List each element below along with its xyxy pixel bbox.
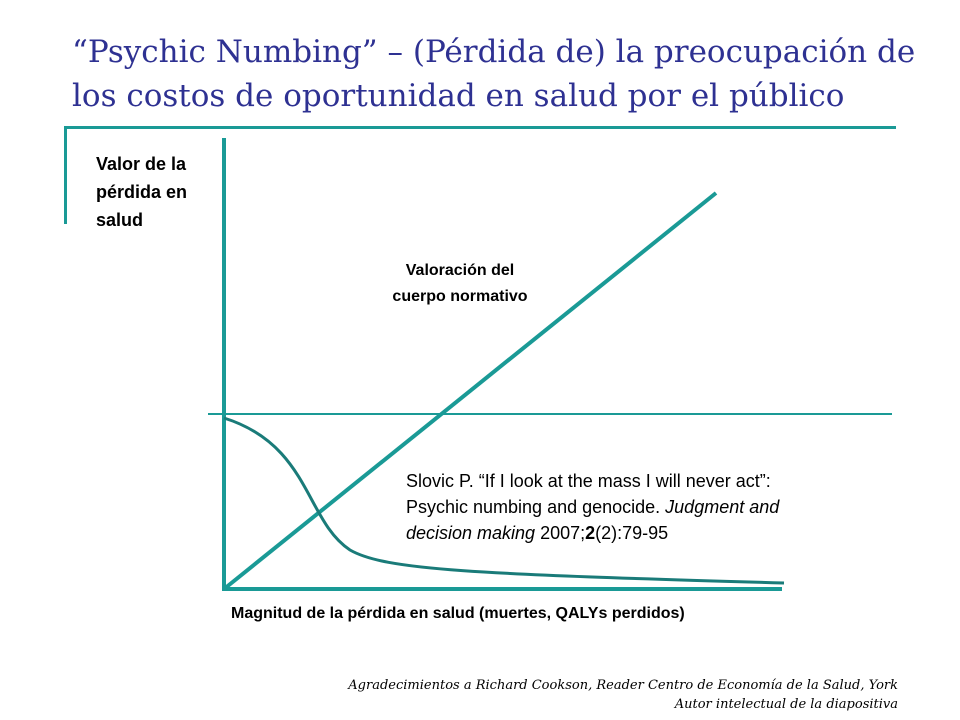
citation-volume: 2 — [585, 523, 596, 543]
citation-line-2-italic: Judgment and — [665, 497, 780, 517]
citation-line-2 — [406, 494, 926, 520]
citation-year: 2007; — [535, 523, 586, 543]
y-axis-label-line-1: Valor de la — [96, 154, 187, 174]
acknowledgement-line-2: Autor intelectual de la diapositiva — [674, 697, 898, 712]
x-axis-label: Magnitud de la pérdida en salud (muertes, QALYs perdidos) — [231, 605, 685, 622]
y-axis-label — [96, 150, 226, 234]
citation-line-1: Slovic P. “If I look at the mass I will never act”: — [406, 471, 771, 491]
citation-line-3 — [406, 520, 926, 546]
normative-line-label-line-2: cuerpo normativo — [392, 288, 528, 305]
citation — [406, 468, 926, 546]
citation-line-2-plain: Psychic numbing and genocide. — [406, 497, 666, 517]
citation-pages: (2):79-95 — [595, 523, 669, 543]
y-axis-label-line-3: salud — [96, 210, 144, 230]
acknowledgement-line-1: Agradecimientos a Richard Cookson, Reader Centro de Economía de la Salud, York — [348, 678, 898, 693]
y-axis-label-line-2: pérdida en — [96, 182, 188, 202]
slide-title-line-2: los costos de oportunidad en salud por el público — [72, 78, 845, 114]
normative-line-label-line-1: Valoración del — [405, 262, 515, 279]
acknowledgement — [348, 676, 898, 714]
slide-title-line-1: “Psychic Numbing” – (Pérdida de) la preocupación de — [72, 34, 916, 70]
citation-journal-italic: decision making — [406, 523, 536, 543]
normative-line-label — [360, 258, 560, 310]
